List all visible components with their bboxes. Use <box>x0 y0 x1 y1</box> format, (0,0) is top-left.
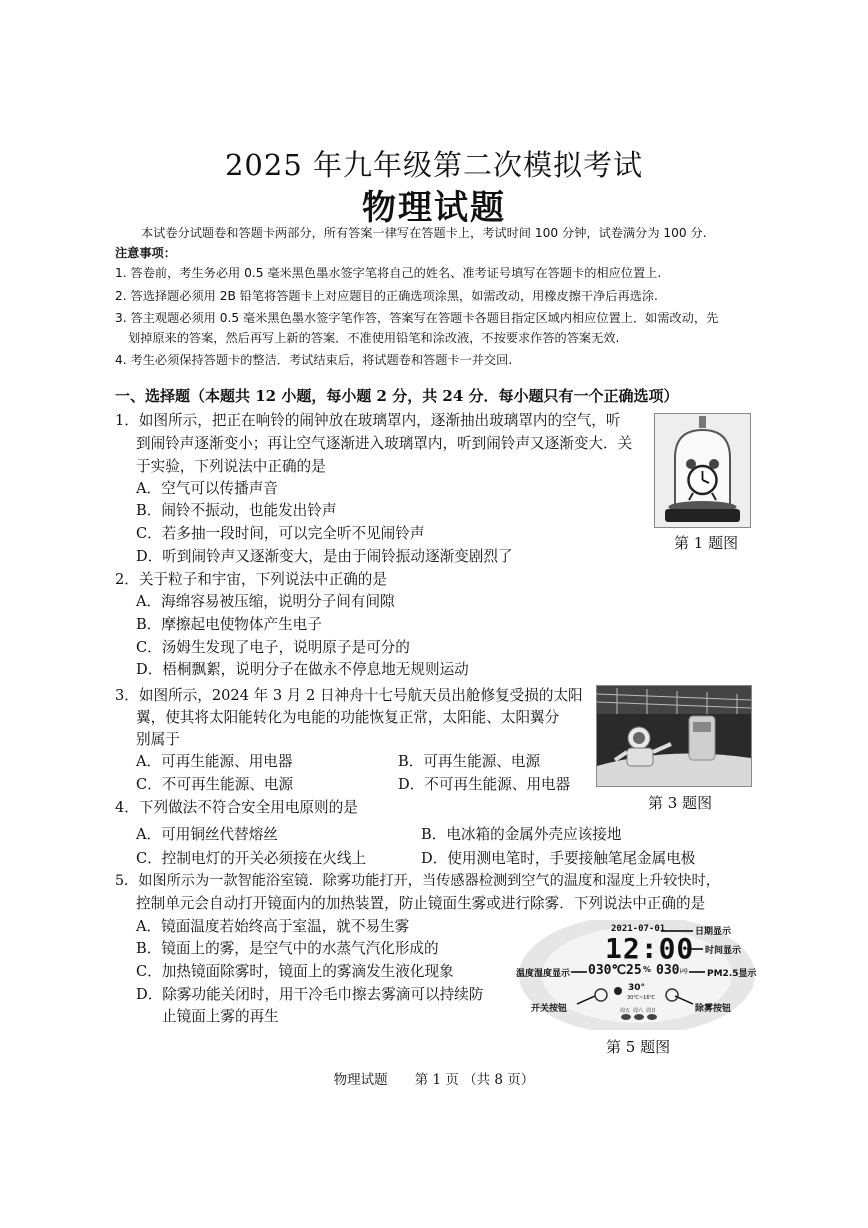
note-4: 4. 考生必须保持答题卡的整洁．考试结束后，将试题卷和答题卡一并交回. <box>115 353 513 367</box>
mirror-humidity: 25 <box>626 963 642 978</box>
q2-option-b: B．摩擦起电使物体产生电子 <box>136 616 322 633</box>
mirror-label-time: 时间显示 <box>705 946 742 956</box>
q4-option-d: D．使用测电笔时，手要接触笔尾金属电极 <box>421 850 696 867</box>
q5-option-b: B．镜面上的雾，是空气中的水蒸气汽化形成的 <box>136 940 439 957</box>
smart-mirror-figure <box>515 920 760 1030</box>
q3-stem-line2: 翼，使其将太阳能转化为电能的功能恢复正常，太阳能、太阳翼分 <box>136 709 560 726</box>
mirror-temp: 030℃ <box>588 963 627 978</box>
mirror-weather-temp: 30° <box>628 983 646 993</box>
q2-option-c: C．汤姆生发现了电子，说明原子是可分的 <box>136 639 410 656</box>
q5-option-a: A．镜面温度若始终高于室温，就不易生雾 <box>136 918 410 935</box>
mirror-forecast-day-3: 周日 <box>646 1008 657 1014</box>
mirror-label-pm: PM2.5显示 <box>707 969 757 979</box>
note-1: 1. 答卷前，考生务必用 0.5 毫米黑色墨水签字笔将自己的姓名、准考证号填写在答题卡的相应位置上. <box>115 266 662 280</box>
q1-option-c: C．若多抽一段时间，可以完全听不见闹铃声 <box>136 525 425 542</box>
q3-option-d: D．不可再生能源、用电器 <box>398 776 571 793</box>
q2-option-d: D．梧桐飘絮，说明分子在做永不停息地无规则运动 <box>136 661 469 678</box>
q3-stem-line1: 3．如图所示，2024 年 3 月 2 日神舟十七号航天员出舱修复受损的太阳 <box>115 687 583 704</box>
q1-figure-caption: 第 1 题图 <box>674 534 739 552</box>
q5-option-c: C．加热镜面除雾时，镜面上的雾滴发生液化现象 <box>136 963 454 980</box>
q4-option-b: B．电冰箱的金属外壳应该接地 <box>421 826 622 843</box>
q2-option-a: A．海绵容易被压缩，说明分子间有间隙 <box>136 593 395 610</box>
mirror-time: 12:00 <box>605 932 695 965</box>
astronaut-figure <box>596 685 752 787</box>
q3-stem-line3: 别属于 <box>136 731 180 748</box>
q1-stem-line1: 1．如图所示，把正在响铃的闹钟放在玻璃罩内，逐渐抽出玻璃罩内的空气，听 <box>115 412 621 429</box>
mirror-label-date: 日期显示 <box>695 927 732 937</box>
mirror-weather-range: 30℃~16℃ <box>627 995 656 1001</box>
q4-option-a: A．可用铜丝代替熔丝 <box>136 826 278 843</box>
note-3: 3. 答主观题必须用 0.5 毫米黑色墨水签字笔作答，答案写在答题卡各题目指定区域内相应位置上．如需改动，先 <box>115 311 719 325</box>
q1-option-d: D．听到闹铃声又逐渐变大，是由于闹铃振动逐渐变剧烈了 <box>136 548 513 565</box>
q5-stem-line1: 5．如图所示为一款智能浴室镜．除雾功能打开，当传感器检测到空气的温度和湿度上升较快时， <box>115 873 720 889</box>
q1-option-b: B．闹铃不振动，也能发出铃声 <box>136 502 337 519</box>
mirror-pm-unit: μg <box>680 967 688 974</box>
q5-option-d-cont: 止镜面上雾的再生 <box>162 1008 279 1025</box>
q5-stem-line2: 控制单元会自动打开镜面内的加热装置，防止镜面生雾或进行除雾．下列说法中正确的是 <box>136 895 706 912</box>
mirror-label-defog-button: 除雾按钮 <box>695 1004 732 1014</box>
q3-figure-caption: 第 3 题图 <box>648 794 713 812</box>
q1-option-a: A．空气可以传播声音 <box>136 480 278 497</box>
note-3-cont: 划掉原来的答案，然后再写上新的答案．不准使用铅笔和涂改液，不按要求作答的答案无效. <box>128 331 620 345</box>
intro-text: 本试卷分试题卷和答题卡两部分，所有答案一律写在答题卡上，考试时间 100 分钟，试卷满分为 100 分. <box>141 226 707 240</box>
mirror-pm: 030 <box>656 963 680 978</box>
q4-option-c: C．控制电灯的开关必须接在火线上 <box>136 850 367 867</box>
mirror-label-power-button: 开关按钮 <box>531 1004 568 1014</box>
q1-stem-line2: 到闹铃声逐渐变小；再让空气逐渐进入玻璃罩内，听到闹铃声又逐渐变大．关 <box>136 435 633 452</box>
q5-option-d: D．除雾功能关闭时，用干冷毛巾擦去雾滴可以持续防 <box>136 986 484 1003</box>
note-2: 2. 答选择题必须用 2B 铅笔将答题卡上对应题目的正确选项涂黑，如需改动，用橡皮擦干净后再选涂. <box>115 289 658 303</box>
bell-jar-figure <box>654 413 751 528</box>
mirror-forecast-day-1: 周五 <box>620 1008 631 1014</box>
page-footer: 物理试题 第 1 页 （共 8 页） <box>333 1072 535 1088</box>
section-heading: 一、选择题（本题共 12 小题，每小题 2 分，共 24 分．每小题只有一个正确选项） <box>115 387 679 405</box>
mirror-date: 2021-07-01 <box>611 924 666 934</box>
exam-title: 2025 年九年级第二次模拟考试 <box>224 148 644 182</box>
q4-stem: 4．下列做法不符合安全用电原则的是 <box>115 799 358 816</box>
subject-title: 物理试题 <box>362 188 506 228</box>
q3-option-c: C．不可再生能源、电源 <box>136 776 294 793</box>
notes-heading: 注意事项： <box>115 246 176 260</box>
mirror-humidity-unit: % <box>643 965 652 974</box>
q1-stem-line3: 于实验，下列说法中正确的是 <box>136 458 326 475</box>
q3-option-b: B．可再生能源、电源 <box>398 753 541 770</box>
q3-option-a: A．可再生能源、用电器 <box>136 753 293 770</box>
q5-figure-caption: 第 5 题图 <box>606 1038 671 1056</box>
astronaut-illustration <box>597 686 751 786</box>
mirror-label-temp-humidity: 温度湿度显示 <box>516 969 571 979</box>
mirror-forecast-day-2: 周六 <box>633 1008 644 1014</box>
q2-stem: 2．关于粒子和宇宙，下列说法中正确的是 <box>115 571 387 588</box>
bell-jar-illustration <box>655 414 750 527</box>
